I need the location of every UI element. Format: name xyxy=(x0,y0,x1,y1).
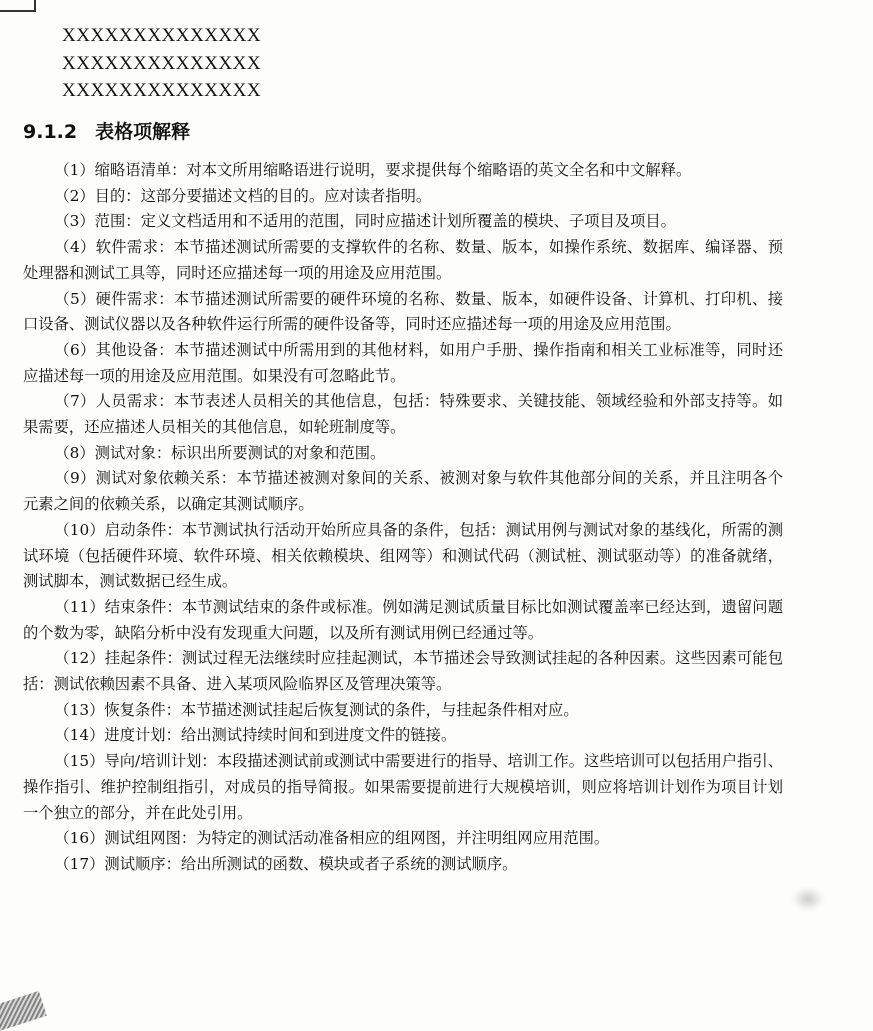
list-item: （17）测试顺序：给出所测试的函数、模块或者子系统的测试顺序。 xyxy=(54,854,518,873)
list-item: （4）软件需求：本节描述测试所需要的支撑软件的名称、数量、版本，如操作系统、数据库、编译器、预处理器和测试工具等，同时还应描述每一项的用途及应用范围。 xyxy=(23,238,783,282)
page-corner-stamp xyxy=(0,991,47,1031)
item-list xyxy=(23,158,783,878)
list-item: （5）硬件需求：本节描述测试所需要的硬件环境的名称、数量、版本，如硬件设备、计算机、打印机、接口设备、测试仪器以及各种软件运行所需的硬件设备等，同时还应描述每一项的用途及应用范围。 xyxy=(23,289,783,334)
placeholder-line: XXXXXXXXXXXXXX xyxy=(62,52,262,74)
list-item: （8）测试对象：标识出所要测试的对象和范围。 xyxy=(54,443,386,462)
list-item: （10）启动条件：本节测试执行活动开始所应具备的条件，包括：测试用例与测试对象的基线化，所需的测试环境（包括硬件环境、软件环境、相关依赖模块、组网等）和测试代码（测试桩、测试驱动等）的准备就绪，测试脚本，测试数据已经生成。 xyxy=(23,520,783,591)
section-heading xyxy=(23,117,190,144)
list-item: （7）人员需求：本节表述人员相关的其他信息，包括：特殊要求、关键技能、领域经验和外部支持等。如果需要，还应描述人员相关的其他信息，如轮班制度等。 xyxy=(23,392,783,437)
list-item: （13）恢复条件：本节描述测试挂起后恢复测试的条件，与挂起条件相对应。 xyxy=(54,700,579,719)
list-item: （11）结束条件：本节测试结束的条件或标准。例如满足测试质量目标比如测试覆盖率已经达到，遗留问题的个数为零，缺陷分析中没有发现重大问题，以及所有测试用例已经通过等。 xyxy=(23,597,783,642)
list-item: （9）测试对象依赖关系：本节描述被测对象间的关系、被测对象与软件其他部分间的关系，并且注明各个元素之间的依赖关系，以确定其测试顺序。 xyxy=(23,469,783,514)
list-item: （3）范围：定义文档适用和不适用的范围，同时应描述计划所覆盖的模块、子项目及项目。 xyxy=(54,212,676,231)
list-item: （2）目的：这部分要描述文档的目的。应对读者指明。 xyxy=(54,186,432,205)
placeholder-line: XXXXXXXXXXXXXX xyxy=(62,25,262,46)
list-item: （16）测试组网图：为特定的测试活动准备相应的组网图，并注明组网应用范围。 xyxy=(54,829,610,848)
section-title: 表格项解释 xyxy=(95,121,191,143)
placeholder-block xyxy=(62,22,261,105)
list-item: （1）缩略语清单：对本文所用缩略语进行说明，要求提供每个缩略语的英文全名和中文解释。 xyxy=(54,161,692,179)
scan-smudge xyxy=(791,886,825,912)
section-number: 9.1.2 xyxy=(23,121,78,143)
list-item: （14）进度计划：给出测试持续时间和到进度文件的链接。 xyxy=(54,726,457,745)
list-item: （6）其他设备：本节描述测试中所需用到的其他材料，如用户手册、操作指南和相关工业标准等，同时还应描述每一项的用途及应用范围。如果没有可忽略此节。 xyxy=(23,340,783,385)
list-item: （15）导向/培训计划：本段描述测试前或测试中需要进行的指导、培训工作。这些培训可以包括用户指引、操作指引、维护控制组指引，对成员的指导简报。如果需要提前进行大规模培训，则应将培训计划作为项目计划一个独立的部分，并在此处引用。 xyxy=(23,752,783,822)
placeholder-line: XXXXXXXXXXXXXX xyxy=(62,80,262,101)
list-item: （12）挂起条件：测试过程无法继续时应挂起测试，本节描述会导致测试挂起的各种因素。这些因素可能包括：测试依赖因素不具备、进入某项风险临界区及管理决策等。 xyxy=(23,649,783,694)
page-corner-mark xyxy=(0,0,36,12)
